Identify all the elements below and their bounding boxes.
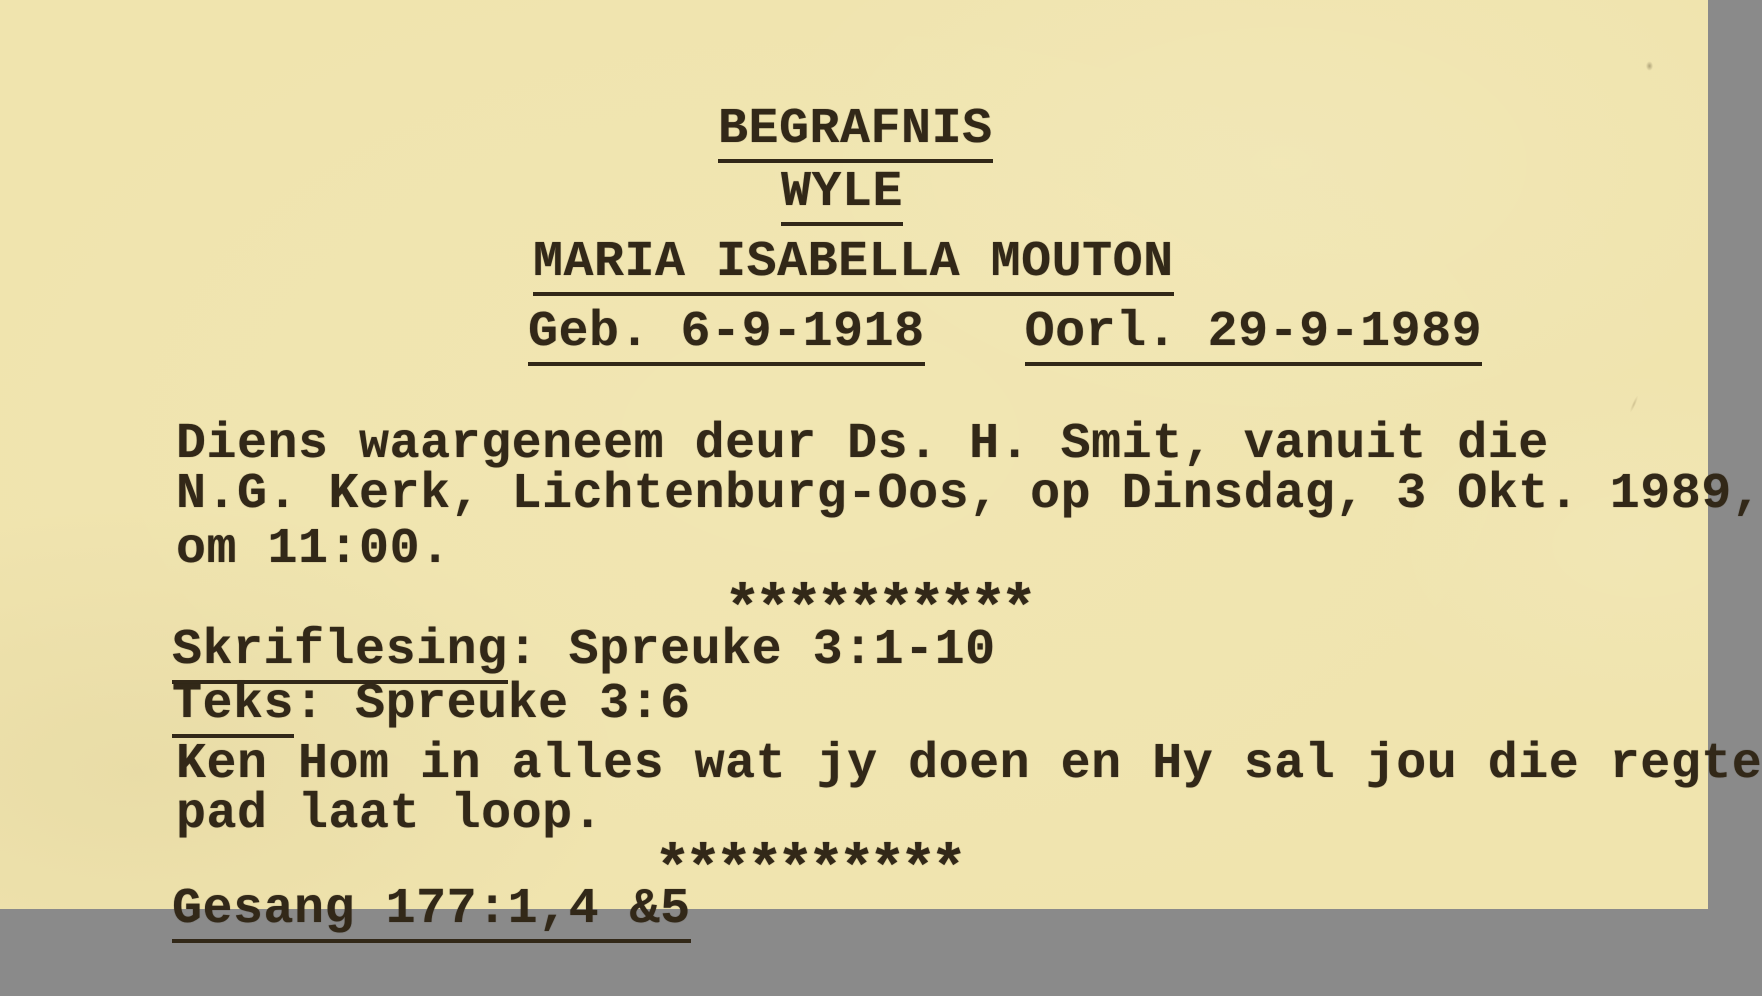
hymn-text: Gesang 177:1,4 &5 [172,885,691,943]
hymn-line [50,835,691,993]
paper-speck [1645,60,1654,72]
document-title: BEGRAFNIS [718,105,993,163]
scripture-reading-label: Skriflesing [172,626,508,684]
asterisk-separator-1-text: ********** [723,575,1031,646]
document-subtitle: WYLE [781,168,903,226]
death-date: Oorl. 29-9-1989 [1025,308,1483,366]
verse-text-2: pad laat loop. [176,786,604,843]
service-details-text-1: Diens waargeneem deur Ds. H. Smit, vanuit die [176,416,1549,473]
text-reference: : Spreuke 3:6 [294,676,691,733]
birth-date: Geb. 6-9-1918 [528,308,925,366]
scripture-reading-reference: : Spreuke 3:1-10 [507,622,996,679]
asterisk-separator-2-text: ********** [653,835,961,906]
service-details-text-3: om 11:00. [176,521,451,578]
service-details-text-2: N.G. Kerk, Lichtenburg-Oos, op Dinsdag, 3 Okt. 1989, [176,466,1762,523]
paper-crease-mark [1628,393,1641,415]
text-label: Teks [172,680,294,738]
verse-text-1: Ken Hom in alles wat jy doen en Hy sal jou die regte [176,736,1762,793]
deceased-name: MARIA ISABELLA MOUTON [533,238,1174,296]
